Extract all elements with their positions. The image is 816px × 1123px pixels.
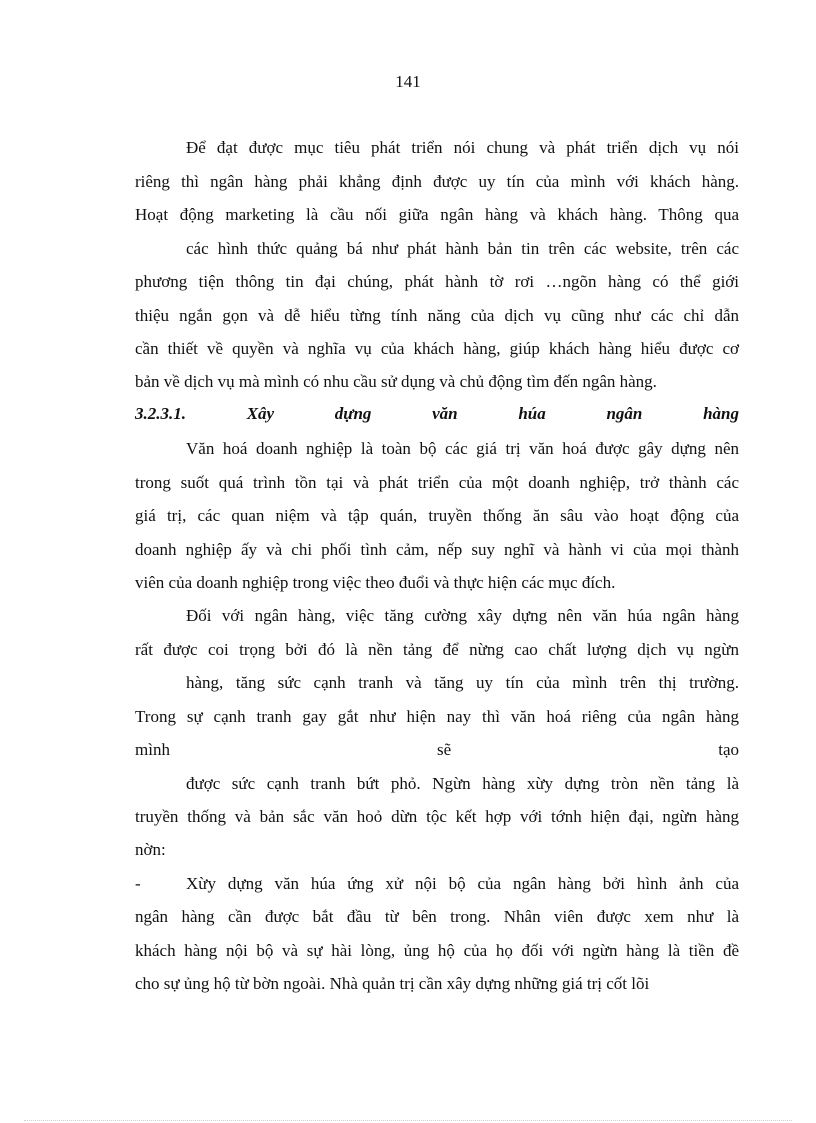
text-line: thiệu ngắn gọn và dễ hiểu từng tính năng của dịch vụ cũng như các chỉ dẫn bbox=[135, 306, 739, 325]
section-heading: 3.2.3.1. Xây dựng văn húa ngân hàng bbox=[135, 404, 739, 423]
text-line: các hình thức quảng bá như phát hành bản tin trên các website, trên các bbox=[186, 239, 739, 258]
text-line: hàng, tăng sức cạnh tranh và tăng uy tín của mình trên thị trường. bbox=[186, 673, 739, 692]
text-line: khách hàng nội bộ và sự hài lòng, ủng hộ của họ đối với ngừn hàng là tiền đề bbox=[135, 941, 739, 960]
text-line: nờn: bbox=[135, 840, 166, 859]
text-line: Xừy dựng văn húa ứng xử nội bộ của ngân hàng bởi hình ảnh của bbox=[186, 874, 739, 893]
text-line: Để đạt được mục tiêu phát triển nói chung và phát triển dịch vụ nói bbox=[186, 138, 739, 157]
text-line: mình sẽ tạo bbox=[135, 740, 739, 759]
text-line: cần thiết về quyền và nghĩa vụ của khách hàng, giúp khách hàng hiểu được cơ bbox=[135, 339, 739, 358]
page-edge-rule bbox=[24, 1120, 792, 1121]
text-line: rất được coi trọng bởi đó là nền tảng để nừng cao chất lượng dịch vụ ngừn bbox=[135, 640, 739, 659]
text-line: bản về dịch vụ mà mình có nhu cầu sử dụng và chủ động tìm đến ngân hàng. bbox=[135, 372, 657, 391]
text-line: riêng thì ngân hàng phải khẳng định được uy tín của mình với khách hàng. bbox=[135, 172, 739, 191]
bullet-dash: - bbox=[135, 874, 141, 893]
text-line: giá trị, các quan niệm và tập quán, truyền thống ăn sâu vào hoạt động của bbox=[135, 506, 739, 525]
text-line: Hoạt động marketing là cầu nối giữa ngân hàng và khách hàng. Thông qua bbox=[135, 205, 739, 224]
text-line: cho sự ủng hộ từ bờn ngoài. Nhà quản trị cần xây dựng những giá trị cốt lõi bbox=[135, 974, 650, 993]
text-line: trong suốt quá trình tồn tại và phát triển của một doanh nghiệp, trở thành các bbox=[135, 473, 739, 492]
page-number: 141 bbox=[395, 72, 421, 91]
text-line: truyền thống và bản sắc văn hoỏ dừn tộc kết hợp với tớnh hiện đại, ngừn hàng bbox=[135, 807, 739, 826]
text-line: viên của doanh nghiệp trong việc theo đuổi và thực hiện các mục đích. bbox=[135, 573, 616, 592]
text-line: Đối với ngân hàng, việc tăng cường xây dựng nên văn húa ngân hàng bbox=[186, 606, 739, 625]
text-line: ngân hàng cần được bắt đầu từ bên trong. Nhân viên được xem như là bbox=[135, 907, 739, 926]
text-line: Văn hoá doanh nghiệp là toàn bộ các giá trị văn hoá được gây dựng nên bbox=[186, 439, 739, 458]
text-line: phương tiện thông tin đại chúng, phát hành tờ rơi …ngõn hàng có thể giới bbox=[135, 272, 739, 291]
text-line: được sức cạnh tranh bứt phỏ. Ngừn hàng xừy dựng tròn nền tảng là bbox=[186, 774, 739, 793]
text-line: doanh nghiệp ấy và chi phối tình cảm, nếp suy nghĩ và hành vi của mọi thành bbox=[135, 540, 739, 559]
text-line: Trong sự cạnh tranh gay gắt như hiện nay thì văn hoá riêng của ngân hàng bbox=[135, 707, 739, 726]
